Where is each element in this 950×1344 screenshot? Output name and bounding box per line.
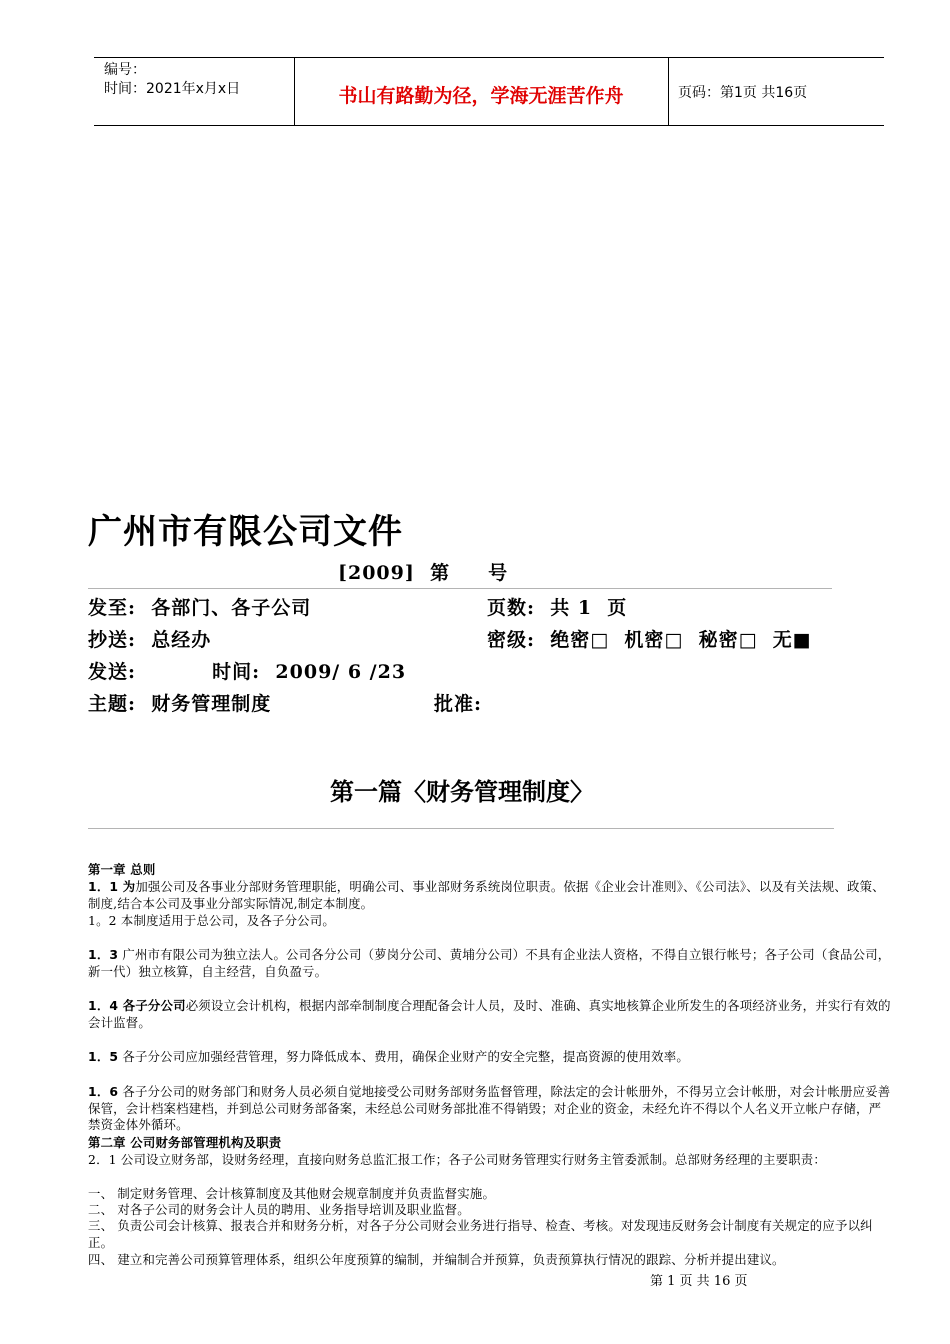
paragraph-1-6 (88, 1084, 892, 1134)
doc-number: [2009] 第 号 (338, 562, 509, 584)
paragraph-number: 1．6 (88, 1084, 119, 1099)
header-motto: 书山有路勤为径，学海无涯苦作舟 (338, 85, 624, 107)
footer-page-number: 第 1 页 共 16 页 (650, 1274, 748, 1289)
header-divider-left (294, 57, 295, 126)
header-bottom-rule (94, 125, 884, 126)
chapter-1-title: 第一章 总则 (88, 862, 156, 877)
paragraph-1-3 (88, 947, 892, 980)
paragraph-1-1 (88, 879, 892, 912)
chapter-2-title: 第二章 公司财务部管理机构及职责 (88, 1135, 282, 1150)
paragraph-text: 各子分公司的财务部门和财务人员必须自觉地接受公司财务部财务监督管理，除法定的会计帐册外，不得另立会计帐册，对会计帐册应妥善保管，会计档案档建档，并到总公司财务部备案，未经总公司财务部批准不得销毁；对企业的资金，未经允许不得以个人名义开立帐户存储，严禁资金体外循环。 (88, 1084, 891, 1132)
copy-to: 抄送: 总经办 (88, 629, 212, 651)
paragraph-number: 1．5 (88, 1049, 119, 1064)
duty-item-2: 二、 对各子公司的财务会计人员的聘用、业务指导培训及职业监督。 (88, 1202, 470, 1217)
paragraph-2-1: 2．1 公司设立财务部，设财务经理，直接向财务总监汇报工作；各子公司财务管理实行财务主管委派制。总部财务经理的主要职责： (88, 1152, 826, 1167)
send-to: 发至: 各部门、各子公司 (88, 597, 312, 619)
header-top-rule (94, 57, 884, 58)
paragraph-1-4 (88, 998, 892, 1031)
paragraph-1-5 (88, 1049, 892, 1066)
security-level: 密级: 绝密□ 机密□ 秘密□ 无■ (487, 629, 812, 651)
company-title: 广州市有限公司文件 (88, 512, 403, 552)
duty-item-3: 三、 负责公司会计核算、报表合并和财务分析，对各子分公司财会业务进行指导、检查、考核。对发现违反财务会计制度有关规定的应予以纠正。 (88, 1218, 873, 1250)
paragraph-number: 1．1 为 (88, 879, 136, 894)
section-title: 第一篇〈财务管理制度〉 (330, 778, 594, 806)
paragraph-number: 1．3 (88, 947, 119, 962)
duty-item-4: 四、 建立和完善公司预算管理体系，组织公年度预算的编制，并编制合并预算，负责预算执行情况的跟踪、分析并提出建议。 (88, 1252, 785, 1267)
section-rule (88, 828, 834, 829)
paragraph-number: 1．4 各子分公司 (88, 998, 186, 1013)
duty-item-1: 一、 制定财务管理、会计核算制度及其他财会规章制度并负责监督实施。 (88, 1186, 496, 1201)
header-number-label: 编号： (104, 62, 146, 78)
sender-time: 发送: 时间: 2009/ 6 /23 (88, 661, 407, 683)
paragraph-text: 必须设立会计机构，根据内部牵制制度合理配备会计人员，及时、准确、真实地核算企业所发生的各项经济业务，并实行有效的会计监督。 (88, 998, 891, 1030)
paragraph-text: 广州市有限公司为独立法人。公司各分公司（萝岗分公司、黄埔分公司）不具有企业法人资格，不得自立银行帐号；各子公司（食品公司，新一代）独立核算，自主经营，自负盈亏。 (88, 947, 891, 979)
paragraph-1-2: 1。2 本制度适用于总公司，及各子分公司。 (88, 913, 335, 928)
header-time-label: 时间：2021年x月x日 (104, 81, 241, 97)
header-divider-right (668, 57, 669, 126)
approve: 批准: (434, 693, 483, 715)
header-page-label: 页码：第1页 共16页 (678, 85, 808, 101)
doc-number-rule (88, 588, 832, 589)
subject: 主题: 财务管理制度 (88, 693, 272, 715)
paragraph-text: 各子分公司应加强经营管理，努力降低成本、费用，确保企业财产的安全完整，提高资源的使用效率。 (118, 1049, 689, 1064)
paragraph-text: 加强公司及各事业分部财务管理职能，明确公司、事业部财务系统岗位职责。依据《企业会计准则》、《公司法》、以及有关法规、政策、制度,结合本公司及事业分部实际情况,制定本制度。 (88, 879, 885, 911)
page-count: 页数: 共 1 页 (487, 597, 628, 619)
